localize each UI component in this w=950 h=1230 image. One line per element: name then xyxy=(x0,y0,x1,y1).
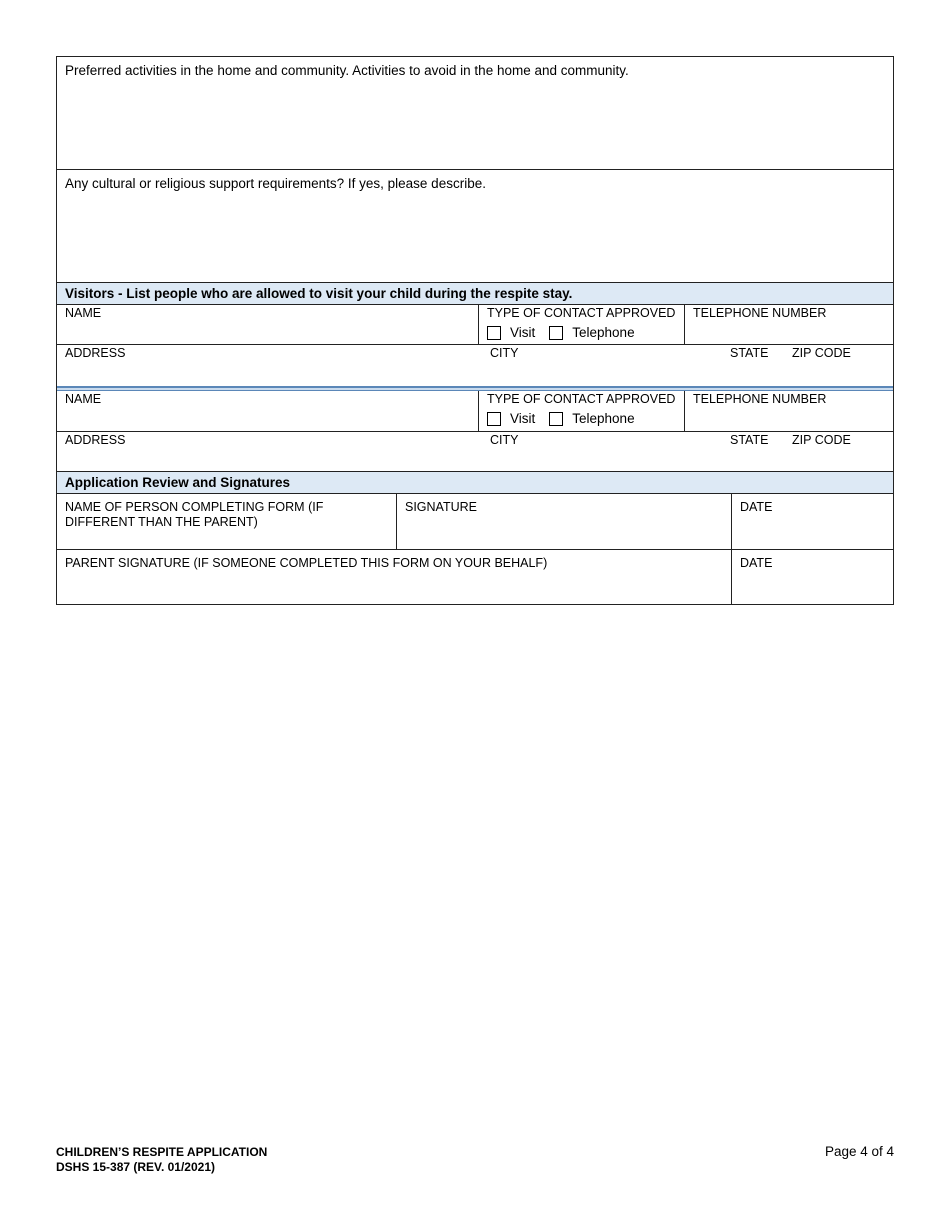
visitor-1-visit-label: Visit xyxy=(510,325,536,340)
footer-form-number: DSHS 15-387 (REV. 01/2021) xyxy=(56,1160,215,1174)
visitor-1-name-field[interactable] xyxy=(57,305,478,344)
review-heading: Application Review and Signatures xyxy=(57,472,893,494)
visitor-2-address-label: ADDRESS xyxy=(65,433,126,447)
visitor-1-telephone-label: Telephone xyxy=(572,325,635,340)
visitor-1-city-label: CITY xyxy=(490,346,519,360)
footer-form-title: CHILDREN’S RESPITE APPLICATION xyxy=(56,1145,268,1159)
visitor-1-city-field[interactable] xyxy=(482,345,722,386)
visitor-2-visit-label: Visit xyxy=(510,411,536,426)
completer-row xyxy=(57,494,893,550)
visitor-2-zip-field[interactable] xyxy=(784,432,893,471)
visitor-1-zip-label: ZIP CODE xyxy=(792,346,851,360)
parent-signature-field[interactable] xyxy=(57,550,731,604)
visitor-1-phone-label: TELEPHONE NUMBER xyxy=(693,306,827,320)
visitor-2-name-field[interactable] xyxy=(57,391,478,431)
visitor-1-state-label: STATE xyxy=(730,346,769,360)
visitor-2-visit-checkbox[interactable] xyxy=(487,412,501,426)
visitor-2-city-label: CITY xyxy=(490,433,519,447)
completer-date-field[interactable] xyxy=(731,494,893,549)
completer-name-field[interactable] xyxy=(57,494,396,549)
cultural-requirements-field[interactable] xyxy=(57,170,893,283)
parent-signature-label: PARENT SIGNATURE (IF SOMEONE COMPLETED THIS FORM ON YOUR BEHALF) xyxy=(65,556,548,570)
visitor-1-address-row xyxy=(57,345,893,386)
visitor-1-telephone-checkbox[interactable] xyxy=(549,326,563,340)
visitor-1-name-label: NAME xyxy=(65,306,102,320)
visitor-2-address-row xyxy=(57,432,893,472)
visitor-2-zip-label: ZIP CODE xyxy=(792,433,851,447)
parent-signature-row xyxy=(57,550,893,604)
visitor-2-state-field[interactable] xyxy=(722,432,784,471)
activities-label: Preferred activities in the home and community. Activities to avoid in the home and community. xyxy=(65,63,629,78)
visitor-2-city-field[interactable] xyxy=(482,432,722,471)
visitor-1-visit-checkbox[interactable] xyxy=(487,326,501,340)
completer-signature-label: SIGNATURE xyxy=(405,500,477,514)
visitor-1-zip-field[interactable] xyxy=(784,345,893,386)
visitor-2-telephone-label: Telephone xyxy=(572,411,635,426)
completer-name-label: NAME OF PERSON COMPLETING FORM (IF DIFFERENT THAN THE PARENT) xyxy=(65,500,324,529)
parent-date-field[interactable] xyxy=(731,550,893,604)
visitor-2-state-label: STATE xyxy=(730,433,769,447)
visitor-2-telephone-checkbox[interactable] xyxy=(549,412,563,426)
visitor-1-state-field[interactable] xyxy=(722,345,784,386)
visitors-heading: Visitors - List people who are allowed to visit your child during the respite stay. xyxy=(57,283,893,305)
visitor-2-contact-type xyxy=(478,391,684,431)
visitor-1-contact-row xyxy=(57,305,893,345)
visitor-2-address-field[interactable] xyxy=(57,432,482,471)
page-number: Page 4 of 4 xyxy=(824,1144,894,1159)
cultural-requirements-label: Any cultural or religious support requirements? If yes, please describe. xyxy=(65,176,486,191)
visitor-1-contact-type xyxy=(478,305,684,344)
visitor-1-contact-label: TYPE OF CONTACT APPROVED xyxy=(487,306,676,320)
completer-signature-field[interactable] xyxy=(396,494,731,549)
activities-field[interactable] xyxy=(57,57,893,170)
visitor-2-name-label: NAME xyxy=(65,392,102,406)
visitor-1-phone-field[interactable] xyxy=(684,305,893,344)
visitor-1-address-field[interactable] xyxy=(57,345,482,386)
visitor-2-phone-label: TELEPHONE NUMBER xyxy=(693,392,827,406)
visitor-2-contact-label: TYPE OF CONTACT APPROVED xyxy=(487,392,676,406)
visitor-2-phone-field[interactable] xyxy=(684,391,893,431)
visitor-2-contact-row xyxy=(57,391,893,432)
footer-form-info xyxy=(56,1145,267,1175)
respite-form xyxy=(56,56,894,605)
parent-date-label: DATE xyxy=(740,556,773,570)
completer-date-label: DATE xyxy=(740,500,773,514)
visitor-1-address-label: ADDRESS xyxy=(65,346,126,360)
